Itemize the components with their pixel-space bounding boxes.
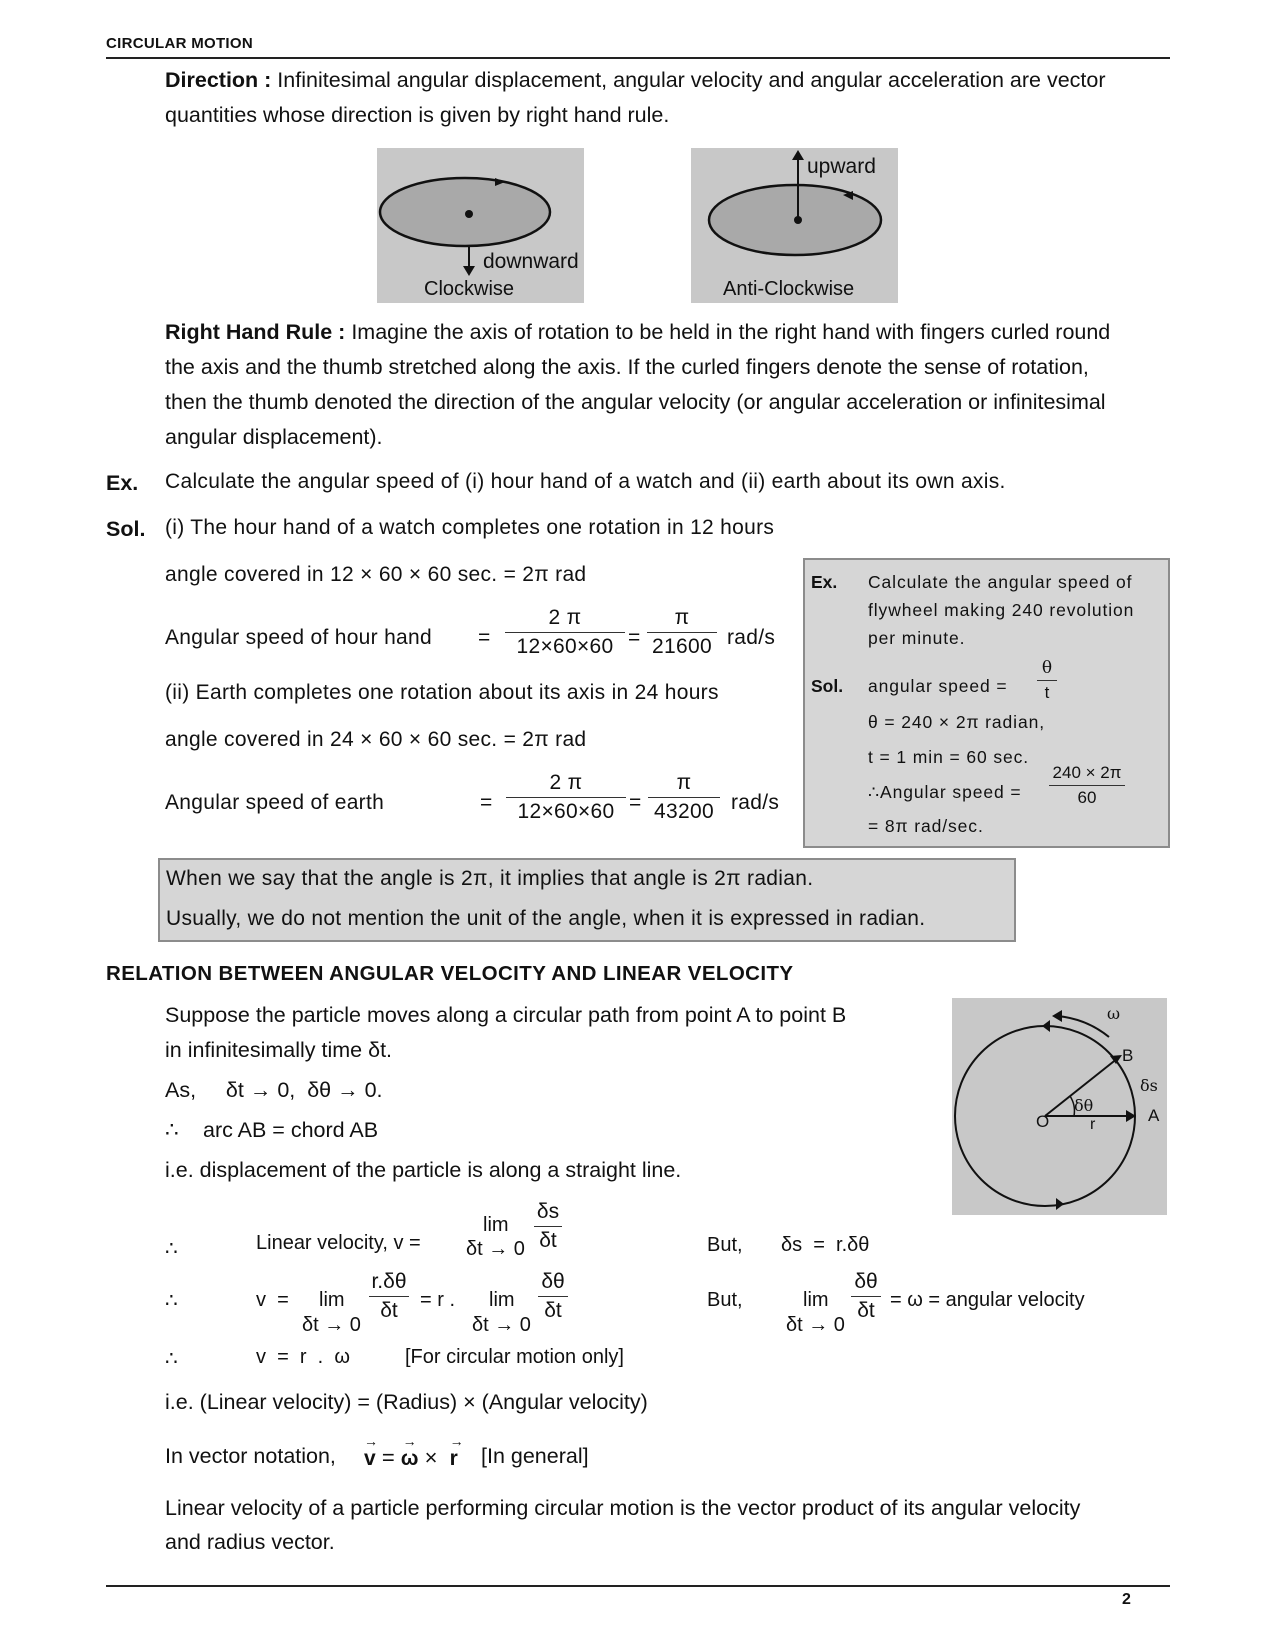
equals-sign: = (629, 791, 642, 814)
final-statement-1: Linear velocity of a particle performing circular motion is the vector product of its angular velocity (165, 1496, 1081, 1520)
equals-sign: = (381, 1445, 395, 1470)
denominator: t (1044, 683, 1050, 702)
lim-text: lim (489, 1289, 515, 1311)
arc-ds-label: δs (1140, 1076, 1158, 1095)
vector-notation-label: In vector notation, (165, 1444, 336, 1468)
omega-angular-velocity: = ω = angular velocity (890, 1289, 1085, 1311)
angle-covered-24h: angle covered in 24 × 60 × 60 sec. = 2π rad (165, 728, 587, 751)
but-label: But, (707, 1234, 743, 1256)
lim-text: lim (319, 1289, 345, 1311)
footer-rule (106, 1585, 1170, 1587)
hour-hand-speed-label: Angular speed of hour hand (165, 626, 432, 649)
unit-rad-per-s: rad/s (727, 626, 776, 649)
relation-p4: arc AB = chord AB (203, 1118, 379, 1142)
fraction-pi-over-43200 (648, 771, 720, 824)
in-general-note: [In general] (481, 1444, 589, 1468)
relation-p2: in infinitesimally time δt. (165, 1038, 393, 1062)
time-value: t = 1 min = 60 sec. (868, 747, 1030, 767)
lim-text: lim (483, 1214, 509, 1236)
numerator: π (676, 771, 692, 794)
lim-subscript: δt → 0 (472, 1314, 531, 1336)
center-O-label: O (1036, 1112, 1050, 1131)
theta-value: θ = 240 × 2π radian, (868, 712, 1045, 732)
upward-arrowhead (792, 150, 804, 160)
numerator: δθ (541, 1270, 565, 1293)
example-question-line1: Calculate the angular speed of (868, 572, 1133, 592)
numerator: δθ (854, 1270, 878, 1293)
path-arrowhead-bottom (1056, 1198, 1064, 1210)
vector-equation (364, 1433, 464, 1470)
vector-v-symbol: v (364, 1447, 376, 1470)
lim-subscript: δt → 0 (302, 1314, 361, 1336)
relation-p3: As, δt → 0, δθ → 0. (165, 1078, 383, 1102)
direction-text-2: quantities whose direction is given by right hand rule. (165, 103, 670, 127)
ds-equals-r-dtheta: δs = r.δθ (781, 1234, 870, 1256)
denominator: 21600 (652, 635, 712, 658)
direction-text: Infinitesimal angular displacement, angular velocity and angular acceleration are vector (271, 68, 1106, 92)
flywheel-example-box (803, 558, 1170, 848)
numerator: 2 π (549, 771, 583, 794)
numerator: δs (536, 1200, 560, 1223)
numerator: π (674, 606, 690, 629)
vector-omega-symbol: ω (400, 1447, 419, 1470)
ie-relation: i.e. (Linear velocity) = (Radius) × (Angular velocity) (165, 1390, 648, 1414)
disc-ellipse (380, 178, 550, 246)
angular-speed-result: = 8π rad/sec. (868, 816, 984, 836)
vector-arrow-icon: → (449, 1433, 464, 1449)
dtheta-label: δθ (1074, 1096, 1094, 1115)
omega-arrowhead (1052, 1010, 1062, 1022)
denominator: 12×60×60 (516, 635, 614, 658)
radian-note-box (158, 858, 1016, 942)
rhr-text-3: then the thumb denoted the direction of the angular velocity (or angular acceleration or infinitesimal (165, 390, 1106, 414)
cross-sign: × (424, 1445, 438, 1470)
equals-sign: = (628, 626, 641, 649)
fraction-pi-over-21600 (647, 606, 717, 659)
right-hand-rule-label: Right Hand Rule : (165, 320, 346, 344)
example-question: Calculate the angular speed of (i) hour hand of a watch and (ii) earth about its own axis. (165, 470, 1006, 493)
note-line1: When we say that the angle is 2π, it implies that angle is 2π radian. (166, 867, 814, 890)
radius-r-label: r (1090, 1116, 1096, 1133)
angular-speed-calc: ∴Angular speed = (868, 782, 1022, 802)
point-B-label: B (1122, 1046, 1134, 1065)
section-heading: RELATION BETWEEN ANGULAR VELOCITY AND LINEAR VELOCITY (106, 962, 794, 985)
therefore-symbol: ∴ (165, 1348, 178, 1370)
denominator: δt (544, 1299, 562, 1322)
vector-arrow-icon: → (402, 1433, 417, 1449)
solution-part1: (i) The hour hand of a watch completes one rotation in 12 hours (165, 516, 775, 539)
denominator: 12×60×60 (517, 800, 615, 823)
denominator: δt (539, 1229, 557, 1252)
omega-label: ω (1107, 1004, 1121, 1023)
header-rule (106, 57, 1170, 59)
numerator: 240 × 2π (1052, 763, 1122, 782)
direction-label: Direction : (165, 68, 272, 92)
note-line2: Usually, we do not mention the unit of the angle, when it is expressed in radian. (166, 907, 926, 930)
fraction-bar (647, 632, 717, 633)
right-hand-rule-paragraph (165, 315, 1170, 455)
fraction-bar (851, 1296, 881, 1297)
equals-sign: = (480, 791, 493, 814)
circular-path-figure (952, 998, 1167, 1215)
solution-label: Sol. (106, 517, 146, 541)
vector-arrow-icon: → (364, 1433, 378, 1449)
fraction-bar (506, 797, 626, 798)
fraction-bar (534, 1226, 562, 1227)
final-statement-2: and radius vector. (165, 1530, 335, 1554)
downward-label: downward (483, 250, 579, 273)
numerator: r.δθ (371, 1270, 407, 1293)
fraction-bar (369, 1296, 409, 1297)
denominator: 60 (1077, 788, 1097, 807)
upward-label: upward (807, 155, 876, 178)
fraction-2pi-over-12x60x60 (506, 771, 626, 824)
relation-p1: Suppose the particle moves along a circular path from point A to point B (165, 1003, 847, 1027)
page-number: 2 (1122, 1591, 1131, 1608)
example-question-line2: flywheel making 240 revolution (868, 600, 1135, 620)
rhr-text-1: Imagine the axis of rotation to be held in the right hand with fingers curled round (345, 320, 1111, 344)
equals-r-dot: = r . (420, 1289, 456, 1311)
earth-speed-label: Angular speed of earth (165, 791, 385, 814)
fraction-bar (1049, 785, 1125, 786)
fraction-theta-over-t (1037, 658, 1057, 703)
downward-arrowhead (463, 266, 475, 276)
fraction-bar (505, 632, 625, 633)
example-question-line3: per minute. (868, 628, 966, 648)
solution-part2: (ii) Earth completes one rotation about its axis in 24 hours (165, 681, 719, 704)
denominator: δt (380, 1299, 398, 1322)
but-label: But, (707, 1289, 743, 1311)
fraction-bar (538, 1296, 568, 1297)
fraction-dtheta-over-dt (851, 1270, 881, 1323)
angular-speed-formula: angular speed = (868, 676, 1008, 696)
clockwise-figure (377, 148, 584, 303)
anticlockwise-figure (691, 148, 898, 303)
rhr-text-2: the axis and the thumb stretched along the axis. If the curled fingers denote the sense of rotation, (165, 355, 1089, 379)
lim-subscript: δt → 0 (466, 1238, 525, 1260)
therefore-symbol: ∴ (165, 1238, 178, 1260)
lim-text: lim (803, 1289, 829, 1311)
lim-subscript: δt → 0 (786, 1314, 845, 1336)
relation-p5: i.e. displacement of the particle is along a straight line. (165, 1158, 682, 1182)
unit-rad-per-s: rad/s (731, 791, 780, 814)
v-equals-r-omega: v = r . ω (256, 1346, 350, 1368)
fraction-2pi-over-12x60x60 (505, 606, 625, 659)
circular-motion-note: [For circular motion only] (405, 1346, 624, 1368)
denominator: 43200 (654, 800, 714, 823)
fraction-bar (648, 797, 720, 798)
fraction-dtheta-over-dt (538, 1270, 568, 1323)
anticlockwise-caption: Anti-Clockwise (723, 278, 855, 300)
path-arrowhead-top (1042, 1020, 1050, 1032)
axis-point (465, 210, 473, 218)
equals-sign: = (478, 626, 491, 649)
fraction-rdtheta-over-dt (369, 1270, 409, 1323)
v-equals: v = (256, 1289, 289, 1311)
therefore-symbol: ∴ (165, 1118, 179, 1142)
clockwise-caption: Clockwise (424, 278, 515, 300)
denominator: δt (857, 1299, 875, 1322)
example-label: Ex. (811, 572, 838, 592)
vector-r-symbol: r (449, 1447, 458, 1470)
fraction-bar (1037, 680, 1057, 681)
linear-velocity-label: Linear velocity, v = (256, 1232, 421, 1254)
numerator: 2 π (548, 606, 582, 629)
direction-paragraph (165, 63, 1170, 133)
therefore-symbol: ∴ (165, 1290, 178, 1312)
solution-label: Sol. (811, 676, 844, 696)
vector-v (364, 1433, 378, 1470)
fraction-480pi-over-60 (1049, 763, 1125, 808)
running-header: CIRCULAR MOTION (106, 35, 253, 52)
rhr-text-4: angular displacement). (165, 425, 383, 449)
example-label: Ex. (106, 471, 139, 495)
circle-diagram (952, 998, 1167, 1215)
vector-r (449, 1433, 464, 1470)
numerator: θ (1041, 658, 1053, 678)
fraction-ds-over-dt (534, 1200, 562, 1253)
angle-covered-12h: angle covered in 12 × 60 × 60 sec. = 2π rad (165, 563, 587, 586)
point-A-label: A (1148, 1106, 1160, 1125)
vector-omega (400, 1433, 419, 1470)
